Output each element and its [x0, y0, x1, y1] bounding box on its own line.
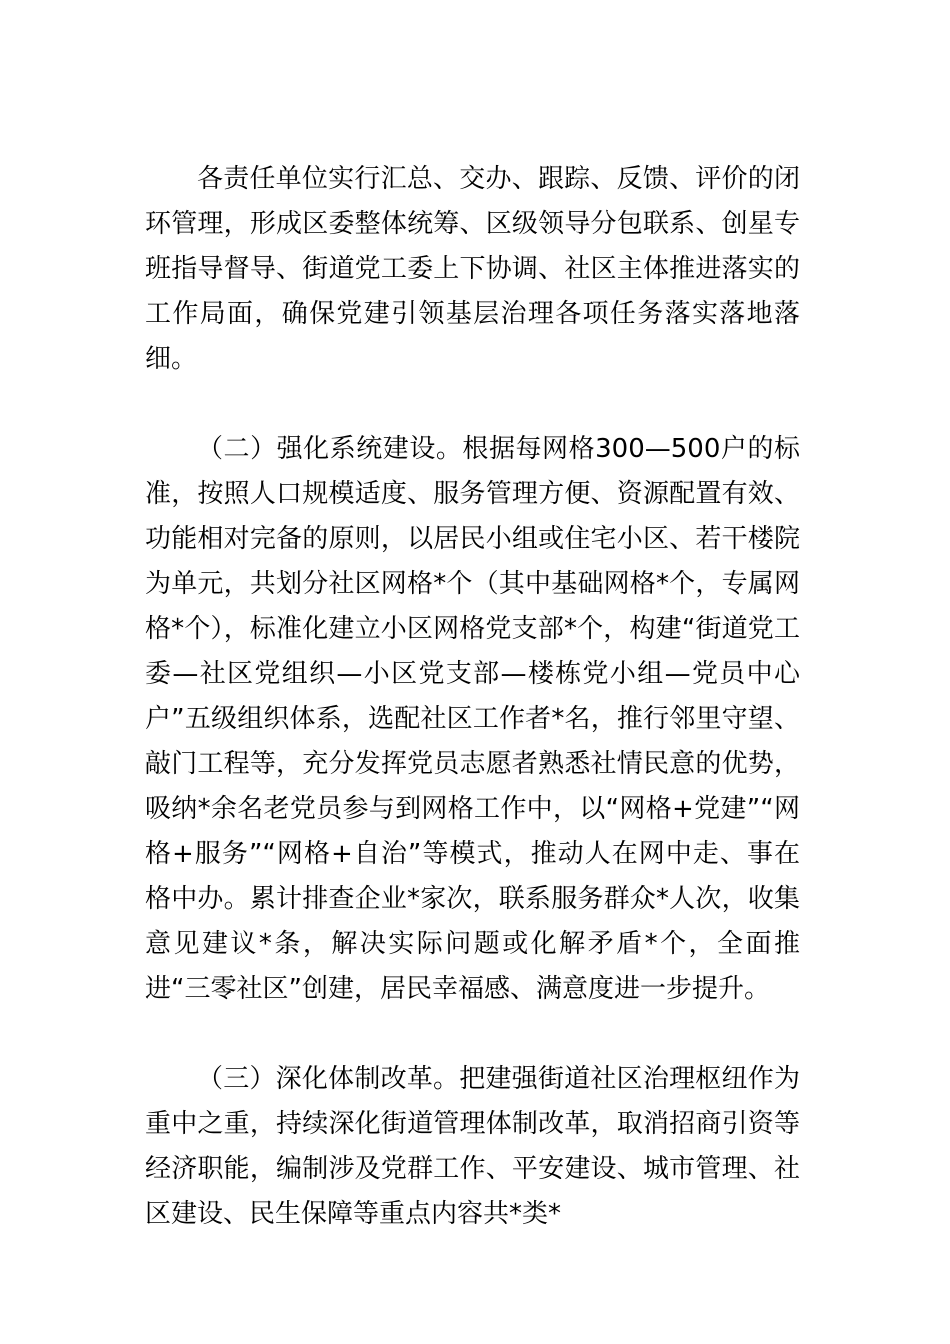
paragraph-institutional-reform: （三）深化体制改革。把建强街道社区治理枢纽作为重中之重，持续深化街道管理体制改革，取消招商引资等经济职能，编制涉及党群工作、平安建设、城市管理、社区建设、民生保障等重点内容共*类*	[145, 1064, 800, 1229]
paragraph-system-building: （二）强化系统建设。根据每网格300—500户的标准，按照人口规模适度、服务管理方便、资源配置有效、功能相对完备的原则，以居民小组或住宅小区、若干楼院为单元，共划分社区网格*个（其中基础网格*个，专属网格*个），标准化建立小区网格党支部*个，构建“街道党工委—社区党组织—小区党支部—楼栋党小组—党员中心户”五级组织体系，选配社区工作者*名，推行邻里守望、敲门工程等，充分发挥党员志愿者熟悉社情民意的优势，吸纳*余名老党员参与到网格工作中，以“网格+党建”“网格+服务”“网格+自治”等模式，推动人在网中走、事在格中办。累计排查企业*家次，联系服务群众*人次，收集意见建议*条，解决实际问题或化解矛盾*个，全面推进“三零社区”创建，居民幸福感、满意度进一步提升。	[145, 434, 800, 1004]
paragraph-closed-loop-management: 各责任单位实行汇总、交办、跟踪、反馈、评价的闭环管理，形成区委整体统筹、区级领导分包联系、创星专班指导督导、街道党工委上下协调、社区主体推进落实的工作局面，确保党建引领基层治理各项任务落实落地落细。	[145, 164, 800, 374]
document-body	[145, 157, 800, 1237]
